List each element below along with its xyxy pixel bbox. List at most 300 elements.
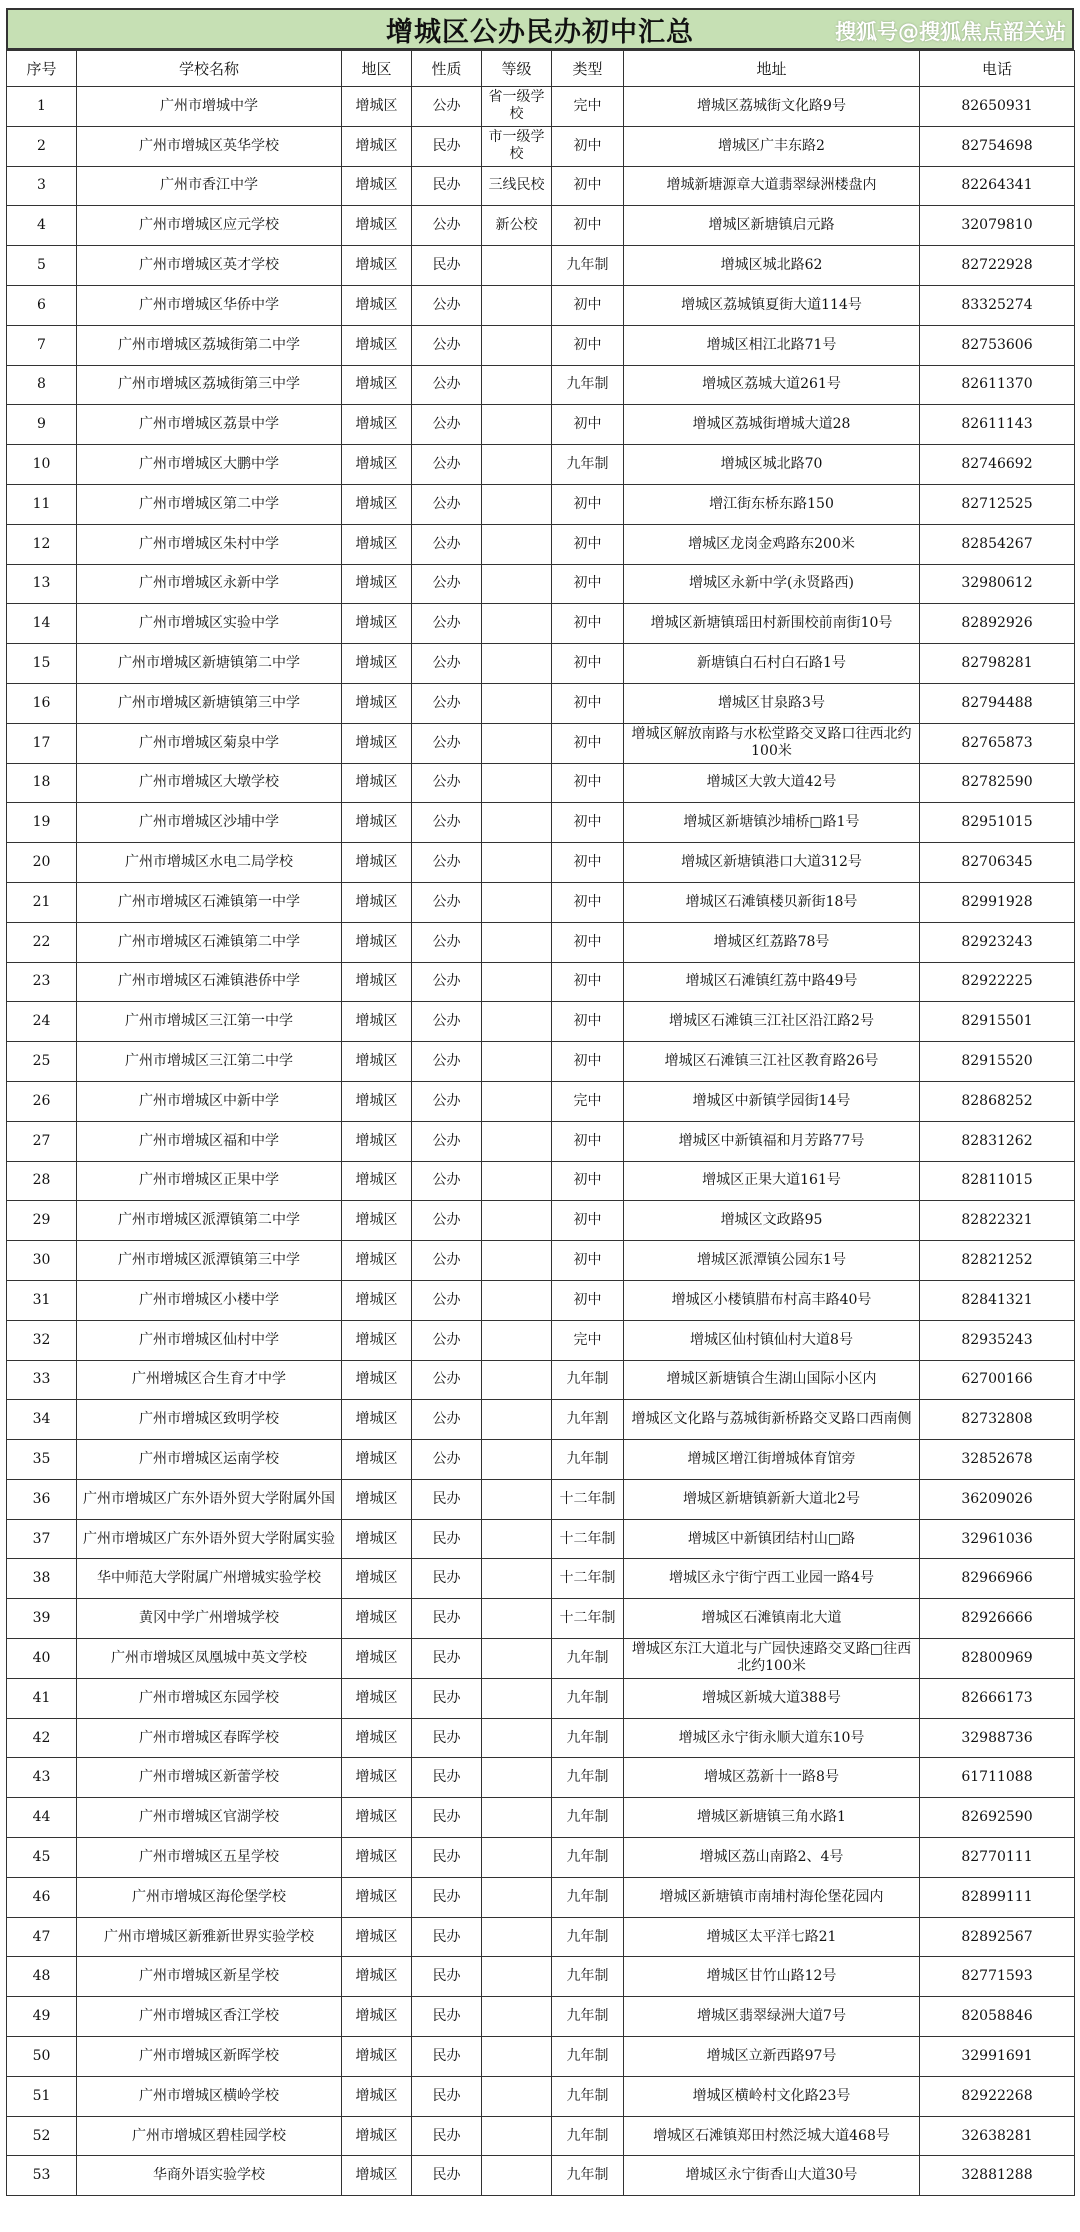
- cell-index: 28: [7, 1161, 77, 1201]
- cell-address: 增城区增江街增城体育馆旁: [624, 1440, 920, 1480]
- cell-phone: 32991691: [920, 2037, 1075, 2077]
- table-row: [7, 2116, 1075, 2156]
- table-row: [7, 325, 1075, 365]
- cell-level: [482, 484, 552, 524]
- cell-nature: 公办: [412, 922, 482, 962]
- cell-type: 九年制: [552, 1360, 624, 1400]
- cell-type: 初中: [552, 922, 624, 962]
- cell-type: 九年制: [552, 1639, 624, 1679]
- cell-level: [482, 1758, 552, 1798]
- cell-index: 3: [7, 166, 77, 206]
- cell-type: 九年割: [552, 1400, 624, 1440]
- cell-nature: 民办: [412, 1479, 482, 1519]
- cell-school-name: 广州市增城区英才学校: [77, 246, 342, 286]
- cell-nature: 民办: [412, 2116, 482, 2156]
- cell-address: 增城区新塘镇三角水路1: [624, 1798, 920, 1838]
- cell-index: 37: [7, 1519, 77, 1559]
- cell-address: 增城区城北路70: [624, 445, 920, 485]
- cell-area: 增城区: [342, 524, 412, 564]
- cell-type: 九年制: [552, 1798, 624, 1838]
- cell-index: 45: [7, 1838, 77, 1878]
- cell-school-name: 广州市增城区新雅新世界实验学校: [77, 1917, 342, 1957]
- cell-nature: 公办: [412, 1320, 482, 1360]
- cell-area: 增城区: [342, 2116, 412, 2156]
- cell-area: 增城区: [342, 2037, 412, 2077]
- cell-school-name: 广州市增城区水电二局学校: [77, 843, 342, 883]
- cell-area: 增城区: [342, 1400, 412, 1440]
- cell-school-name: 广州市增城区荔景中学: [77, 405, 342, 445]
- cell-school-name: 广州市增城区福和中学: [77, 1121, 342, 1161]
- cell-type: 初中: [552, 325, 624, 365]
- cell-type: 初中: [552, 1042, 624, 1082]
- cell-area: 增城区: [342, 803, 412, 843]
- cell-school-name: 广州市增城区小楼中学: [77, 1280, 342, 1320]
- cell-level: [482, 1599, 552, 1639]
- cell-nature: 民办: [412, 1798, 482, 1838]
- table-row: [7, 285, 1075, 325]
- cell-level: [482, 843, 552, 883]
- cell-nature: 公办: [412, 405, 482, 445]
- cell-area: 增城区: [342, 843, 412, 883]
- cell-area: 增城区: [342, 1201, 412, 1241]
- cell-phone: 82822321: [920, 1201, 1075, 1241]
- cell-phone: 82264341: [920, 166, 1075, 206]
- cell-index: 14: [7, 604, 77, 644]
- cell-level: 三线民校: [482, 166, 552, 206]
- cell-phone: 83325274: [920, 285, 1075, 325]
- table-row: [7, 1161, 1075, 1201]
- table-row: [7, 1917, 1075, 1957]
- cell-index: 33: [7, 1360, 77, 1400]
- cell-phone: 82892926: [920, 604, 1075, 644]
- cell-area: 增城区: [342, 962, 412, 1002]
- cell-area: 增城区: [342, 1440, 412, 1480]
- cell-type: 初中: [552, 843, 624, 883]
- header-nature: 性质: [412, 51, 482, 87]
- cell-school-name: 广州市增城区运南学校: [77, 1440, 342, 1480]
- cell-type: 初中: [552, 1002, 624, 1042]
- cell-area: 增城区: [342, 1639, 412, 1679]
- cell-level: [482, 405, 552, 445]
- cell-address: 增城区相江北路71号: [624, 325, 920, 365]
- cell-address: 增城区红荔路78号: [624, 922, 920, 962]
- cell-address: 增城区翡翠绿洲大道7号: [624, 1997, 920, 2037]
- cell-area: 增城区: [342, 166, 412, 206]
- cell-area: 增城区: [342, 1599, 412, 1639]
- table-row: [7, 126, 1075, 166]
- cell-phone: 62700166: [920, 1360, 1075, 1400]
- cell-index: 1: [7, 87, 77, 127]
- cell-phone: 82650931: [920, 87, 1075, 127]
- cell-address: 增城区石滩镇南北大道: [624, 1599, 920, 1639]
- cell-school-name: 广州市增城区广东外语外贸大学附属实验: [77, 1519, 342, 1559]
- cell-school-name: 广州市增城区中新中学: [77, 1081, 342, 1121]
- cell-index: 13: [7, 564, 77, 604]
- cell-type: 九年制: [552, 1997, 624, 2037]
- cell-phone: 82666173: [920, 1678, 1075, 1718]
- cell-address: 增城区东江大道北与广园快速路交叉路□往西北约100米: [624, 1639, 920, 1679]
- cell-area: 增城区: [342, 126, 412, 166]
- cell-area: 增城区: [342, 1042, 412, 1082]
- cell-index: 5: [7, 246, 77, 286]
- cell-school-name: 广州市增城中学: [77, 87, 342, 127]
- cell-nature: 民办: [412, 2076, 482, 2116]
- cell-level: [482, 445, 552, 485]
- cell-index: 7: [7, 325, 77, 365]
- cell-index: 41: [7, 1678, 77, 1718]
- cell-index: 46: [7, 1877, 77, 1917]
- cell-type: 十二年制: [552, 1479, 624, 1519]
- cell-nature: 公办: [412, 484, 482, 524]
- cell-nature: 公办: [412, 1201, 482, 1241]
- cell-level: [482, 1320, 552, 1360]
- cell-school-name: 华中师范大学附属广州增城实验学校: [77, 1559, 342, 1599]
- cell-level: [482, 644, 552, 684]
- table-row: [7, 1599, 1075, 1639]
- cell-phone: 82922268: [920, 2076, 1075, 2116]
- cell-nature: 民办: [412, 1519, 482, 1559]
- table-row: [7, 524, 1075, 564]
- cell-index: 40: [7, 1639, 77, 1679]
- cell-type: 初中: [552, 1280, 624, 1320]
- cell-level: [482, 1479, 552, 1519]
- cell-address: 增城区正果大道161号: [624, 1161, 920, 1201]
- cell-area: 增城区: [342, 1997, 412, 2037]
- cell-school-name: 广州市增城区香江学校: [77, 1997, 342, 2037]
- cell-address: 增城区石滩镇三江社区教育路26号: [624, 1042, 920, 1082]
- cell-phone: 82722928: [920, 246, 1075, 286]
- table-row: [7, 1241, 1075, 1281]
- cell-nature: 民办: [412, 1877, 482, 1917]
- cell-address: 增城区仙村镇仙村大道8号: [624, 1320, 920, 1360]
- cell-type: 初中: [552, 1241, 624, 1281]
- table-row: [7, 723, 1075, 763]
- cell-level: [482, 1917, 552, 1957]
- cell-level: [482, 1400, 552, 1440]
- cell-address: 增城区中新镇学园街14号: [624, 1081, 920, 1121]
- cell-area: 增城区: [342, 1002, 412, 1042]
- cell-school-name: 广州市增城区新晖学校: [77, 2037, 342, 2077]
- cell-school-name: 广州市增城区横岭学校: [77, 2076, 342, 2116]
- cell-type: 初中: [552, 564, 624, 604]
- cell-nature: 民办: [412, 1678, 482, 1718]
- cell-nature: 公办: [412, 1121, 482, 1161]
- cell-level: [482, 246, 552, 286]
- cell-index: 42: [7, 1718, 77, 1758]
- cell-phone: 82754698: [920, 126, 1075, 166]
- cell-index: 19: [7, 803, 77, 843]
- cell-nature: 公办: [412, 644, 482, 684]
- cell-level: [482, 1360, 552, 1400]
- cell-school-name: 广州市增城区新塘镇第三中学: [77, 683, 342, 723]
- table-row: [7, 1479, 1075, 1519]
- cell-phone: 32638281: [920, 2116, 1075, 2156]
- header-level: 等级: [482, 51, 552, 87]
- cell-area: 增城区: [342, 87, 412, 127]
- cell-school-name: 广州市增城区三江第二中学: [77, 1042, 342, 1082]
- cell-index: 27: [7, 1121, 77, 1161]
- cell-phone: 82746692: [920, 445, 1075, 485]
- cell-phone: 82892567: [920, 1917, 1075, 1957]
- cell-index: 24: [7, 1002, 77, 1042]
- cell-school-name: 广州市增城区石滩镇第二中学: [77, 922, 342, 962]
- cell-phone: 82798281: [920, 644, 1075, 684]
- cell-index: 52: [7, 2116, 77, 2156]
- cell-school-name: 广州市增城区菊泉中学: [77, 723, 342, 763]
- cell-nature: 公办: [412, 1002, 482, 1042]
- table-row: [7, 1002, 1075, 1042]
- cell-school-name: 广州市增城区荔城街第三中学: [77, 365, 342, 405]
- cell-school-name: 广州市增城区新蕾学校: [77, 1758, 342, 1798]
- cell-index: 21: [7, 882, 77, 922]
- document-page: [6, 8, 1074, 2196]
- cell-nature: 民办: [412, 1758, 482, 1798]
- cell-area: 增城区: [342, 644, 412, 684]
- cell-level: [482, 1639, 552, 1679]
- cell-address: 增江街东桥东路150: [624, 484, 920, 524]
- table-row: [7, 1280, 1075, 1320]
- cell-phone: 82611370: [920, 365, 1075, 405]
- cell-address: 增城区甘竹山路12号: [624, 1957, 920, 1997]
- header-row: [7, 51, 1075, 87]
- cell-address: 增城区荔新十一路8号: [624, 1758, 920, 1798]
- cell-index: 8: [7, 365, 77, 405]
- cell-index: 23: [7, 962, 77, 1002]
- cell-school-name: 广州市增城区石滩镇港侨中学: [77, 962, 342, 1002]
- cell-nature: 公办: [412, 1081, 482, 1121]
- cell-phone: 82058846: [920, 1997, 1075, 2037]
- cell-level: [482, 1798, 552, 1838]
- cell-school-name: 广州市增城区石滩镇第一中学: [77, 882, 342, 922]
- table-row: [7, 1201, 1075, 1241]
- cell-index: 6: [7, 285, 77, 325]
- table-row: [7, 405, 1075, 445]
- cell-phone: 82926666: [920, 1599, 1075, 1639]
- cell-index: 36: [7, 1479, 77, 1519]
- cell-phone: 32852678: [920, 1440, 1075, 1480]
- cell-school-name: 广州市增城区第二中学: [77, 484, 342, 524]
- cell-area: 增城区: [342, 1678, 412, 1718]
- cell-school-name: 广州市增城区应元学校: [77, 206, 342, 246]
- cell-area: 增城区: [342, 1917, 412, 1957]
- cell-nature: 公办: [412, 1161, 482, 1201]
- table-row: [7, 683, 1075, 723]
- cell-school-name: 广州市增城区碧桂园学校: [77, 2116, 342, 2156]
- cell-type: 完中: [552, 87, 624, 127]
- table-row: [7, 962, 1075, 1002]
- cell-index: 18: [7, 763, 77, 803]
- cell-phone: 82831262: [920, 1121, 1075, 1161]
- cell-school-name: 广州市增城区海伦堡学校: [77, 1877, 342, 1917]
- cell-phone: 32988736: [920, 1718, 1075, 1758]
- cell-school-name: 广州市增城区派潭镇第三中学: [77, 1241, 342, 1281]
- cell-area: 增城区: [342, 922, 412, 962]
- cell-area: 增城区: [342, 445, 412, 485]
- cell-nature: 民办: [412, 1599, 482, 1639]
- cell-phone: 32961036: [920, 1519, 1075, 1559]
- cell-address: 增城区新塘镇合生湖山国际小区内: [624, 1360, 920, 1400]
- table-row: [7, 2156, 1075, 2196]
- cell-address: 增城区新塘镇港口大道312号: [624, 843, 920, 883]
- table-row: [7, 564, 1075, 604]
- cell-nature: 公办: [412, 1360, 482, 1400]
- cell-level: [482, 2116, 552, 2156]
- cell-area: 增城区: [342, 763, 412, 803]
- cell-address: 增城区永宁街永顺大道东10号: [624, 1718, 920, 1758]
- cell-area: 增城区: [342, 405, 412, 445]
- cell-type: 九年制: [552, 1440, 624, 1480]
- cell-nature: 公办: [412, 325, 482, 365]
- cell-level: [482, 1121, 552, 1161]
- cell-type: 十二年制: [552, 1559, 624, 1599]
- cell-school-name: 广州市增城区永新中学: [77, 564, 342, 604]
- cell-level: [482, 1678, 552, 1718]
- cell-level: [482, 1838, 552, 1878]
- cell-type: 初中: [552, 484, 624, 524]
- cell-phone: 82611143: [920, 405, 1075, 445]
- cell-type: 初中: [552, 1121, 624, 1161]
- cell-phone: 82770111: [920, 1838, 1075, 1878]
- cell-address: 增城区派潭镇公园东1号: [624, 1241, 920, 1281]
- cell-index: 35: [7, 1440, 77, 1480]
- header-type: 类型: [552, 51, 624, 87]
- cell-nature: 民办: [412, 1917, 482, 1957]
- cell-nature: 民办: [412, 166, 482, 206]
- cell-type: 初中: [552, 683, 624, 723]
- cell-address: 增城区荔城大道261号: [624, 365, 920, 405]
- cell-address: 增城区荔山南路2、4号: [624, 1838, 920, 1878]
- cell-phone: 61711088: [920, 1758, 1075, 1798]
- cell-level: [482, 1718, 552, 1758]
- cell-type: 九年制: [552, 1877, 624, 1917]
- cell-level: [482, 285, 552, 325]
- cell-address: 增城区太平洋七路21: [624, 1917, 920, 1957]
- cell-index: 10: [7, 445, 77, 485]
- table-row: [7, 1400, 1075, 1440]
- cell-level: [482, 803, 552, 843]
- table-row: [7, 1758, 1075, 1798]
- cell-area: 增城区: [342, 1798, 412, 1838]
- cell-level: [482, 1559, 552, 1599]
- cell-type: 初中: [552, 1161, 624, 1201]
- cell-nature: 公办: [412, 524, 482, 564]
- cell-type: 初中: [552, 405, 624, 445]
- table-row: [7, 1997, 1075, 2037]
- cell-level: [482, 1877, 552, 1917]
- cell-area: 增城区: [342, 325, 412, 365]
- cell-nature: 公办: [412, 1042, 482, 1082]
- cell-type: 初中: [552, 285, 624, 325]
- cell-level: [482, 1280, 552, 1320]
- cell-address: 增城区横岭村文化路23号: [624, 2076, 920, 2116]
- table-row: [7, 1121, 1075, 1161]
- cell-index: 31: [7, 1280, 77, 1320]
- cell-type: 九年制: [552, 1838, 624, 1878]
- cell-level: [482, 1201, 552, 1241]
- cell-level: [482, 1957, 552, 1997]
- cell-index: 38: [7, 1559, 77, 1599]
- cell-index: 20: [7, 843, 77, 883]
- cell-level: [482, 723, 552, 763]
- cell-nature: 公办: [412, 564, 482, 604]
- cell-school-name: 广州市增城区实验中学: [77, 604, 342, 644]
- cell-level: [482, 1241, 552, 1281]
- cell-index: 39: [7, 1599, 77, 1639]
- cell-phone: 82800969: [920, 1639, 1075, 1679]
- cell-level: [482, 763, 552, 803]
- cell-level: [482, 2037, 552, 2077]
- cell-school-name: 黄冈中学广州增城学校: [77, 1599, 342, 1639]
- cell-area: 增城区: [342, 365, 412, 405]
- cell-nature: 公办: [412, 803, 482, 843]
- cell-nature: 公办: [412, 604, 482, 644]
- cell-address: 增城区荔城街文化路9号: [624, 87, 920, 127]
- cell-phone: 82765873: [920, 723, 1075, 763]
- cell-level: [482, 2156, 552, 2196]
- header-area: 地区: [342, 51, 412, 87]
- cell-school-name: 广州市增城区沙埔中学: [77, 803, 342, 843]
- cell-type: 初中: [552, 126, 624, 166]
- cell-index: 49: [7, 1997, 77, 2037]
- cell-nature: 公办: [412, 763, 482, 803]
- cell-type: 九年制: [552, 1678, 624, 1718]
- cell-index: 26: [7, 1081, 77, 1121]
- cell-area: 增城区: [342, 2156, 412, 2196]
- cell-area: 增城区: [342, 723, 412, 763]
- cell-school-name: 华商外语实验学校: [77, 2156, 342, 2196]
- cell-index: 2: [7, 126, 77, 166]
- cell-type: 初中: [552, 723, 624, 763]
- cell-nature: 民办: [412, 126, 482, 166]
- cell-address: 增城区小楼镇腊布村高丰路40号: [624, 1280, 920, 1320]
- cell-area: 增城区: [342, 1161, 412, 1201]
- cell-nature: 民办: [412, 1838, 482, 1878]
- table-row: [7, 803, 1075, 843]
- header-phone: 电话: [920, 51, 1075, 87]
- cell-address: 增城区永宁街香山大道30号: [624, 2156, 920, 2196]
- cell-index: 29: [7, 1201, 77, 1241]
- cell-type: 九年制: [552, 2076, 624, 2116]
- cell-nature: 公办: [412, 1280, 482, 1320]
- cell-level: [482, 922, 552, 962]
- cell-address: 增城区文政路95: [624, 1201, 920, 1241]
- cell-phone: 82732808: [920, 1400, 1075, 1440]
- cell-school-name: 广州市增城区荔城街第二中学: [77, 325, 342, 365]
- table-row: [7, 922, 1075, 962]
- table-row: [7, 2037, 1075, 2077]
- cell-phone: 82966966: [920, 1559, 1075, 1599]
- cell-nature: 公办: [412, 206, 482, 246]
- cell-phone: 32881288: [920, 2156, 1075, 2196]
- cell-level: [482, 2076, 552, 2116]
- cell-address: 增城区石滩镇红荔中路49号: [624, 962, 920, 1002]
- cell-type: 九年制: [552, 1917, 624, 1957]
- cell-level: [482, 683, 552, 723]
- cell-phone: 82706345: [920, 843, 1075, 883]
- cell-index: 4: [7, 206, 77, 246]
- table-row: [7, 1320, 1075, 1360]
- cell-area: 增城区: [342, 246, 412, 286]
- cell-area: 增城区: [342, 1320, 412, 1360]
- cell-phone: 82899111: [920, 1877, 1075, 1917]
- cell-type: 九年制: [552, 1758, 624, 1798]
- cell-type: 九年制: [552, 365, 624, 405]
- table-row: [7, 1678, 1075, 1718]
- table-row: [7, 763, 1075, 803]
- table-row: [7, 246, 1075, 286]
- title-bar: [6, 8, 1074, 50]
- cell-index: 32: [7, 1320, 77, 1360]
